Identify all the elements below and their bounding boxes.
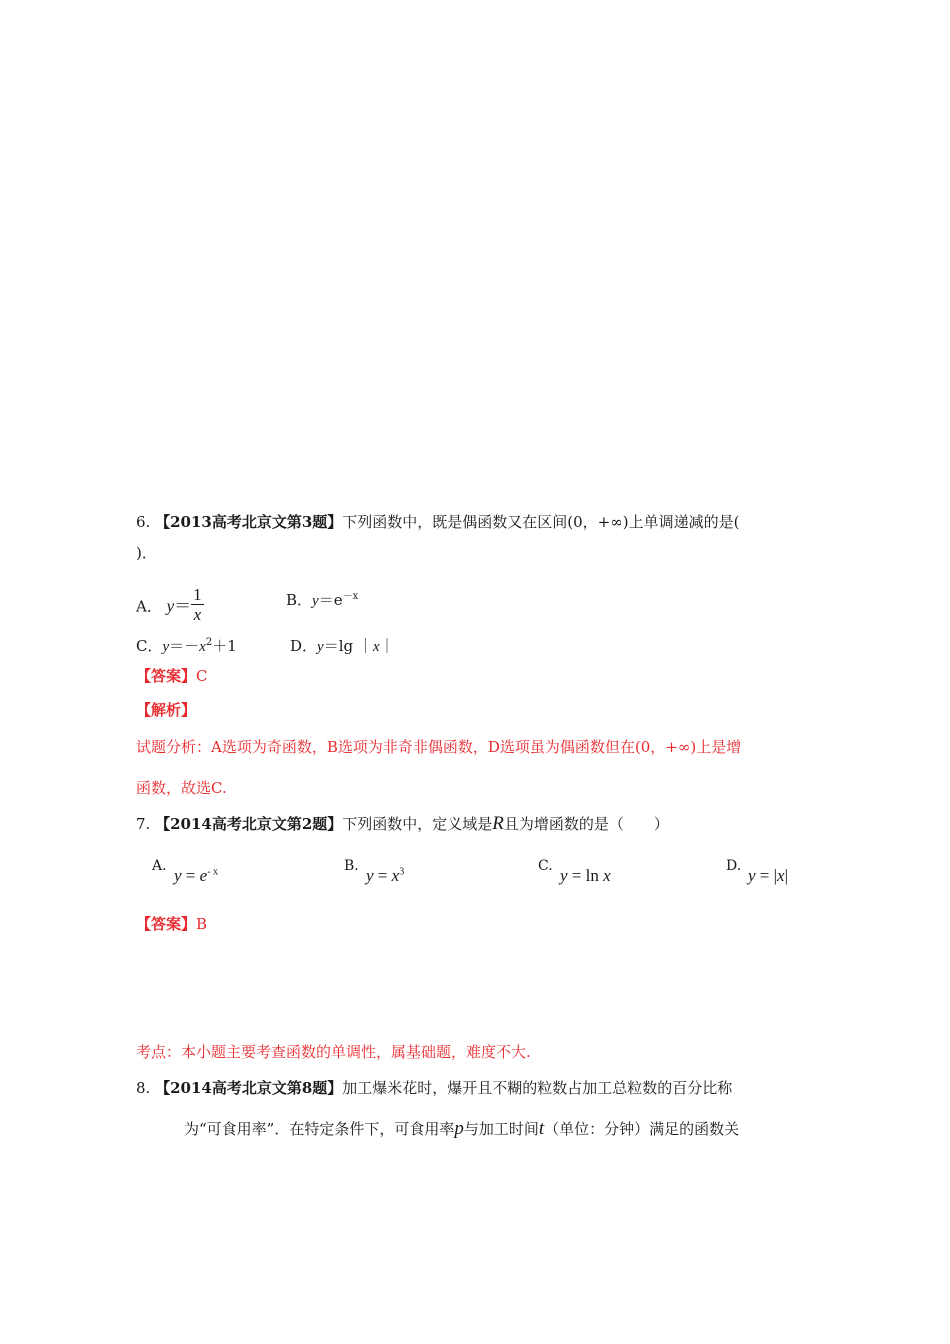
q6-analysis-text-cont: 函数，故选C.: [136, 779, 227, 797]
answer-label: 【答案】: [136, 667, 197, 685]
answer-label: 【答案】: [136, 915, 197, 933]
question-source: 【2014高考北京文第2题】: [155, 815, 343, 833]
q7-option-d-label: D.: [726, 858, 742, 874]
q6-analysis-text: 试题分析：A选项为奇函数，B选项为非奇非偶函数，D选项虽为偶函数但在(0，+∞)上是增: [136, 738, 742, 756]
q7-option-c-formula: y = ln x: [560, 866, 611, 885]
answer-value: C: [196, 667, 208, 685]
option-label: A．: [136, 597, 162, 616]
question-6-stem: [136, 512, 739, 532]
q7-option-d-formula: y = |x|: [748, 866, 788, 885]
option-label: D．: [290, 637, 318, 655]
q6-option-b: B．$y=e^{-x}$: [286, 591, 359, 609]
q6-option-c: C．$y=-x^2+1$: [136, 637, 237, 655]
answer-value: B: [196, 915, 208, 933]
question-7-stem: 7. 【2014高考北京文第2题】下列函数中，定义域是R且为增函数的是（ ）: [136, 813, 669, 834]
q6-answer: [136, 666, 208, 686]
q7-note: 考点：本小题主要考查函数的单调性，属基础题，难度不大.: [136, 1043, 531, 1061]
option-label: B．: [286, 591, 313, 609]
question-source: 【2013高考北京文第3题】: [155, 513, 343, 531]
fraction: $\frac{1}{x}$: [193, 585, 202, 624]
question-number: 8.: [136, 1079, 151, 1097]
q6-option-a: A． y＝ $\frac{1}{x}$: [136, 585, 202, 624]
question-number: 7.: [136, 815, 151, 833]
math-var-t: t: [538, 1118, 545, 1139]
question-number: 6.: [136, 513, 151, 531]
q6-analysis-label: 【解析】: [136, 701, 197, 719]
q6-option-d: D．y＝lg ｜x｜: [290, 637, 395, 655]
math-var-r: R: [492, 813, 504, 834]
option-label: C．: [136, 637, 163, 655]
question-8-stem-cont: 为“可食用率”．在特定条件下，可食用率p与加工时间t（单位：分钟）满足的函数关: [184, 1118, 740, 1139]
q7-option-b-label: B.: [344, 858, 359, 874]
q7-option-b-formula: $y = x^3$: [366, 866, 405, 885]
q7-option-a-formula: $y = e^{- x}$: [174, 866, 219, 885]
q7-option-a-label: A.: [152, 858, 167, 874]
question-text: 下列函数中，既是偶函数又在区间(0，+∞)上单调递减的是(: [342, 513, 740, 531]
q7-answer: [136, 914, 207, 934]
question-8-stem: 8. 【2014高考北京文第8题】加工爆米花时，爆开且不糊的粒数占加工总粒数的百分比称: [136, 1079, 733, 1097]
question-6-stem-cont: )．: [136, 544, 157, 562]
question-source: 【2014高考北京文第8题】: [155, 1079, 343, 1097]
q7-option-c-label: C.: [538, 858, 553, 874]
math-var-p: p: [454, 1118, 464, 1139]
